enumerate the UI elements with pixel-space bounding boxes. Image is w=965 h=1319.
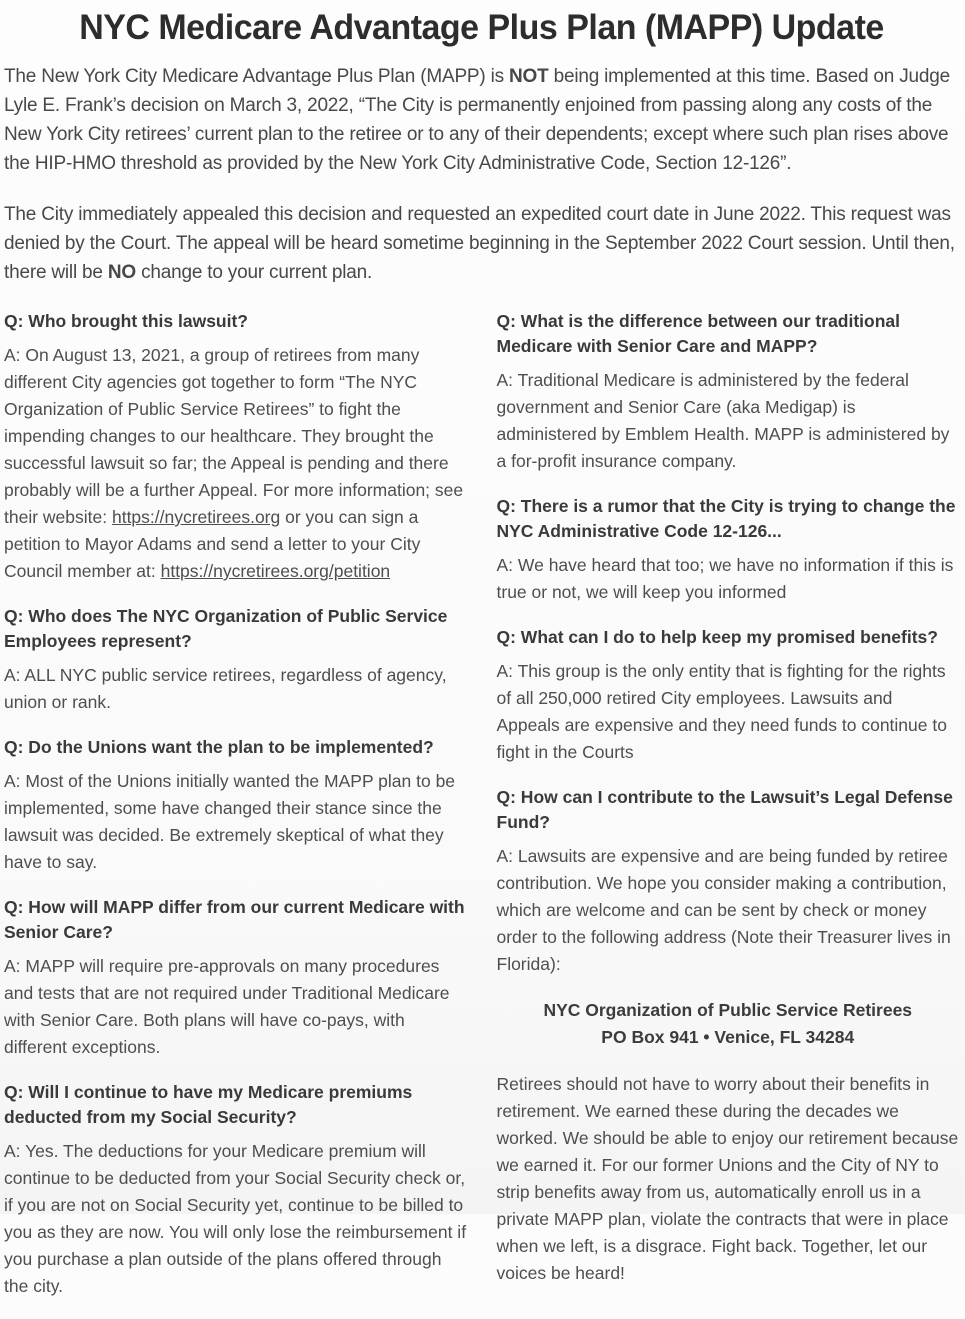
- right-column: [497, 309, 960, 1319]
- address-line-2: PO Box 941 • Venice, FL 34284: [601, 1027, 855, 1047]
- answer-text: [497, 658, 960, 766]
- qa-item: [4, 895, 467, 1061]
- hyperlink[interactable]: https://nycretirees.org: [111, 507, 281, 527]
- closing-paragraph: Retirees should not have to worry about their benefits in retirement. We earned these during the decades we worked. We should be able to enjoy our retirement because we earned it. For our former Unions and the City of NY to strip benefits away from us, automatically enroll us in a private MAPP plan, violate the contracts that were in place when we left, is a disgrace. Fight back. Together, let our voices be heard!: [496, 1074, 959, 1283]
- bold-text: NO: [107, 262, 136, 283]
- qa-item: [4, 735, 467, 876]
- text-run: A: MAPP will require pre-approvals on many procedures and tests that are not required under Traditional Medicare with Senior Care. Both plans will have co-pays, with different exceptions.: [4, 956, 450, 1057]
- qa-item: [4, 309, 467, 585]
- text-run: A: We have heard that too; we have no information if this is true or not, we will keep you informed: [496, 555, 954, 602]
- answer-text: [497, 367, 960, 475]
- page-title: NYC Medicare Advantage Plus Plan (MAPP) Update: [79, 8, 884, 47]
- qa-item: [497, 309, 960, 475]
- answer-text: [497, 843, 960, 978]
- intro-section: [4, 62, 959, 287]
- answer-text: [4, 342, 467, 585]
- qa-item: [4, 604, 467, 716]
- text-run: The New York City Medicare Advantage Plus Plan (MAPP) is: [4, 66, 509, 87]
- bold-text: NOT: [509, 66, 549, 87]
- answer-text: [4, 1138, 467, 1300]
- address-line-1: NYC Organization of Public Service Retirees: [543, 1000, 913, 1020]
- intro-paragraph: [4, 200, 959, 287]
- text-run: A: This group is the only entity that is fighting for the rights of all 250,000 retired City employees. Lawsuits and Appeals are expensive and they need funds to continue to fight in the Courts: [496, 661, 947, 762]
- question-heading: Q: Who does The NYC Organization of Public Service Employees represent?: [4, 606, 448, 651]
- hyperlink[interactable]: https://nycretirees.org/petition: [160, 561, 391, 581]
- question-heading: Q: What can I do to help keep my promised benefits?: [496, 627, 938, 647]
- question-heading: Q: How can I contribute to the Lawsuit’s Legal Defense Fund?: [496, 787, 953, 832]
- answer-text: [4, 953, 467, 1061]
- text-run: A: On August 13, 2021, a group of retirees from many different City agencies got together to form “The NYC Organization of Public Service Retirees” to fight the impending changes to our healthcare. They brought the successful lawsuit so far; the Appeal is pending and there probably will be a further Appeal. For more information; see their website:: [4, 345, 464, 527]
- text-run: being implemented at this time. Based on Judge Lyle E. Frank’s decision on March 3, 2022, “The City is permanently enjoined from passing along any costs of the New York City retirees’ current plan to the retiree or to any of their dependents; except where such plan rises above the HIP-HMO threshold as provided by the New York City Administrative Code, Section 12-126”.: [4, 66, 950, 174]
- answer-text: [4, 768, 467, 876]
- text-run: or you can sign a petition to Mayor Adams and send a letter to your City Council member at:: [4, 507, 421, 581]
- qa-item: [4, 1080, 467, 1300]
- mailing-address: [497, 997, 960, 1051]
- text-run: A: Most of the Unions initially wanted the MAPP plan to be implemented, some have changed their stance since the lawsuit was decided. Be extremely skeptical of what they have to say.: [4, 771, 456, 872]
- qa-item: [497, 785, 960, 978]
- answer-text: [497, 552, 960, 606]
- text-run: A: ALL NYC public service retirees, regardless of agency, union or rank.: [4, 665, 447, 712]
- text-run: A: Traditional Medicare is administered by the federal government and Senior Care (aka Medigap) is administered by Emblem Health. MAPP is administered by a for-profit insurance company.: [496, 370, 950, 471]
- qa-item: [497, 625, 960, 766]
- answer-text: [4, 662, 467, 716]
- question-heading: Q: Who brought this lawsuit?: [4, 311, 248, 331]
- question-heading: Q: Will I continue to have my Medicare premiums deducted from my Social Security?: [4, 1082, 413, 1127]
- question-heading: Q: How will MAPP differ from our current Medicare with Senior Care?: [4, 897, 465, 942]
- text-run: The City immediately appealed this decision and requested an expedited court date in June 2022. This request was denied by the Court. The appeal will be heard sometime beginning in the September 2022 Court session. Until then, there will be: [4, 204, 955, 283]
- question-heading: Q: Do the Unions want the plan to be implemented?: [4, 737, 434, 757]
- text-run: A: Yes. The deductions for your Medicare premium will continue to be deducted from your Social Security check or, if you are not on Social Security yet, continue to be billed to you as they are now. You will only lose the reimbursement if you purchase a plan outside of the plans offered through the city.: [4, 1141, 467, 1296]
- question-heading: Q: There is a rumor that the City is trying to change the NYC Administrative Code 12-126...: [496, 496, 956, 541]
- two-column-layout: [4, 309, 959, 1319]
- left-column: [4, 309, 467, 1319]
- question-heading: Q: What is the difference between our traditional Medicare with Senior Care and MAPP?: [496, 311, 901, 356]
- text-run: A: Lawsuits are expensive and are being funded by retiree contribution. We hope you consider making a contribution, which are welcome and can be sent by check or money order to the following address (Note their Treasurer lives in Florida):: [496, 846, 951, 974]
- intro-paragraph: [4, 62, 959, 178]
- qa-item: [497, 494, 960, 606]
- text-run: change to your current plan.: [135, 262, 373, 283]
